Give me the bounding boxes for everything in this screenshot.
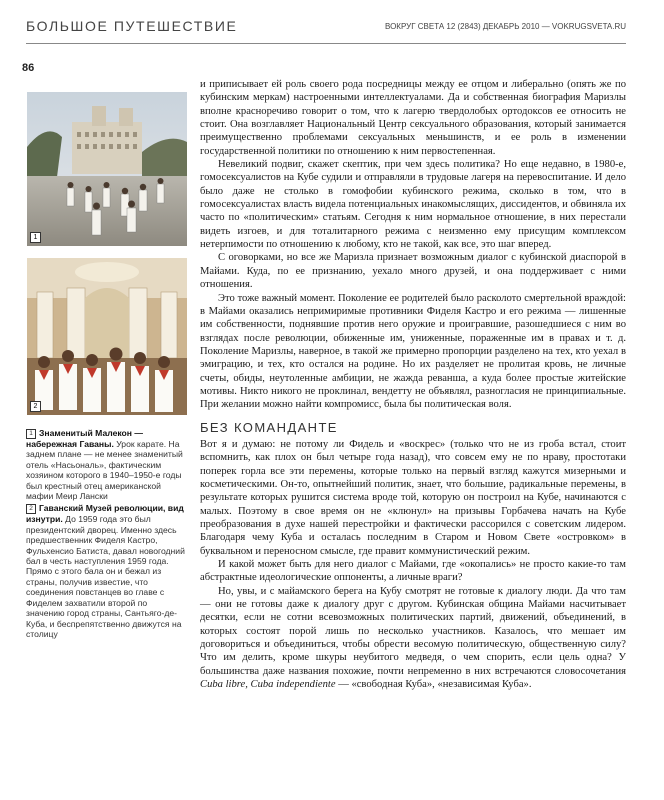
- photo-badge: 2: [30, 401, 41, 412]
- caption-text: Урок карате. На заднем плане — не менее знаменитый отель «Насьональ», фактическим хозяином которого в 1940–1950-е годы был крестный отец американской мафии Меир Лански: [26, 439, 183, 502]
- photo-badge: 1: [30, 232, 41, 243]
- section-title: БОЛЬШОЕ ПУТЕШЕСТВИЕ: [26, 18, 238, 34]
- photo-malecon-karate: [27, 92, 187, 246]
- caption-badge: 2: [26, 504, 36, 514]
- paragraph-text: — «свободная Куба», «независимая Куба».: [335, 679, 532, 691]
- paragraph: и приписывает ей роль своего рода посредницы между ее отцом и либерально (опять же по кубинским меркам) настроенными интеллектуалами. Да и собственная биография Маризлы вполне красноречиво говорит о том, что к лагерю твердолобых ортодоксов ее относить не стоит. Она возглавляет Национальный Центр сексуального образования, который занимается преимущественно проблемами сексуальных меньшинств, и ее роль в изменении государственной политики по отношению к ним первостепенная.: [200, 79, 626, 157]
- paragraph-text: Но, увы, и с майамского берега на Кубу смотрят не готовые к диалогу люди. Да что там — они не готовы даже к диалогу друг с другом. Кубинская община Майами насчитывает десятки, если не сотни всевозможных политических партий, движений, объединений, в которых состоят порой лишь по несколько участников. Казалось, что мешает им договориться и объединиться, чтобы обрести весомую политическую, общественную силу? Что им делить, кроме шкуры неубитого медведя, о чем спорить, если цель одна? У большинства даже названия похожие, почти непременно в них встречаются словосочетания: [200, 585, 626, 677]
- header-rule: [26, 43, 626, 44]
- caption-title: Гаванский Музей революции, вид изнутри.: [26, 503, 184, 525]
- italic-phrase: Cuba libre, Cuba independiente: [200, 679, 336, 691]
- caption-1: [26, 428, 188, 501]
- issue-line: ВОКРУГ СВЕТА 12 (2843) ДЕКАБРЬ 2010 — VOKRUGSVETA.RU: [385, 22, 626, 31]
- article-body: [200, 78, 626, 691]
- page-number: 86: [22, 62, 35, 74]
- paragraph: [200, 585, 626, 692]
- photo-captions: [26, 428, 188, 641]
- caption-title: Знаменитый Малекон — набережная Гаваны.: [26, 428, 143, 449]
- caption-2: [26, 503, 188, 639]
- caption-text: До 1959 года это был президентский дворец. Именно здесь предшественник Фиделя Кастро, Фульхенсио Батиста, давал новогодний бал в честь наступления 1959 года. Прямо с этого бала он и бежал из страны, получив известие, что соединения повстанцев во главе с Фиделем захватили второй по значению город страны, Сантьяго-де-Куба, и беспрепятственно движутся на столицу: [26, 514, 185, 639]
- paragraph: Вот я и думаю: не потому ли Фидель и «воскрес» (только что не из гроба встал, стоит вспомнить, как плох он был четыре года назад), что совсем ему не по нраву, простотаки поперек горла все эти перемены, которые только на первый взгляд кажутся мизерными и косметическими. Он-то, опытнейший политик, знает, что большие, радикальные перемены, в результате которых рушится система вроде той, которую он построил на Кубе, начинаются с малых. Поэтому в свое время он не «клюнул» на призывы Горбачева начать на Кубе преобразования в духе нашей перестройки и фактически рассорился с советским лидером. Благодаря чему Куба и осталась последним в Старом и Новом Свете «островком» в буквальном и переносном смысле, где правит коммунистический режим.: [200, 438, 626, 557]
- paragraph: Невеликий подвиг, скажет скептик, при чем здесь политика? Но еще недавно, в 1980-е, гомосексуалистов на Кубе судили и отправляли в трудовые лагеря на перевоспитание. И дело было даже не столько в гомофобии кубинского режима, сколько в том, что в гомосексуалистах власть видела потенциальных инакомыслящих, диссидентов, и обвиняла их часто по «политическим» статьям. Сегодня к ним нормальное отношение, в них перестали видеть изгоев, и для тоталитарного режима с неизменно ему присущим комплексом нетерпимости по отношению к любому, кто не такой, как все, это шаг вперед.: [200, 159, 626, 251]
- caption-badge: 1: [26, 429, 36, 439]
- paragraph: И какой может быть для него диалог с Майами, где «окопались» не просто какие-то там абстрактные идеологические оппоненты, а личные враги?: [200, 559, 626, 584]
- photo-museum-revolution: [27, 258, 187, 415]
- section-heading: БЕЗ КОМАНДАНТЕ: [200, 419, 338, 435]
- paragraph: Это тоже важный момент. Поколение ее родителей было расколото смертельной враждой: в Майами оказались непримиримые противники Фиделя Кастро и его режима — лишенные им собственности, поднявшие против него оружие и проигравшие, разошедшиеся с ним во взглядах после революции, обиженные им, униженные, пораженные им в правах и т. д. Поколение Маризлы, наверное, в такой же примерно пропорции разделено на тех, кто уехал в эмиграцию, и тех, кто остался на родине. Но их разделяет не пролитая кровь, не личные счеты, обиды, неутоленные амбиции, не жажда реванша, а куда более простые житейские мотивы. Никто никого не проклинал, вендетту не объявлял, разногласия не принципиальные. При желании можно найти компромисс, была бы политическая воля.: [200, 292, 626, 411]
- paragraph: С оговорками, но все же Маризла признает возможным диалог с кубинской диаспорой в Майами. Куда, по ее признанию, уехало много друзей, и она поддерживает с ними отношения.: [200, 252, 626, 291]
